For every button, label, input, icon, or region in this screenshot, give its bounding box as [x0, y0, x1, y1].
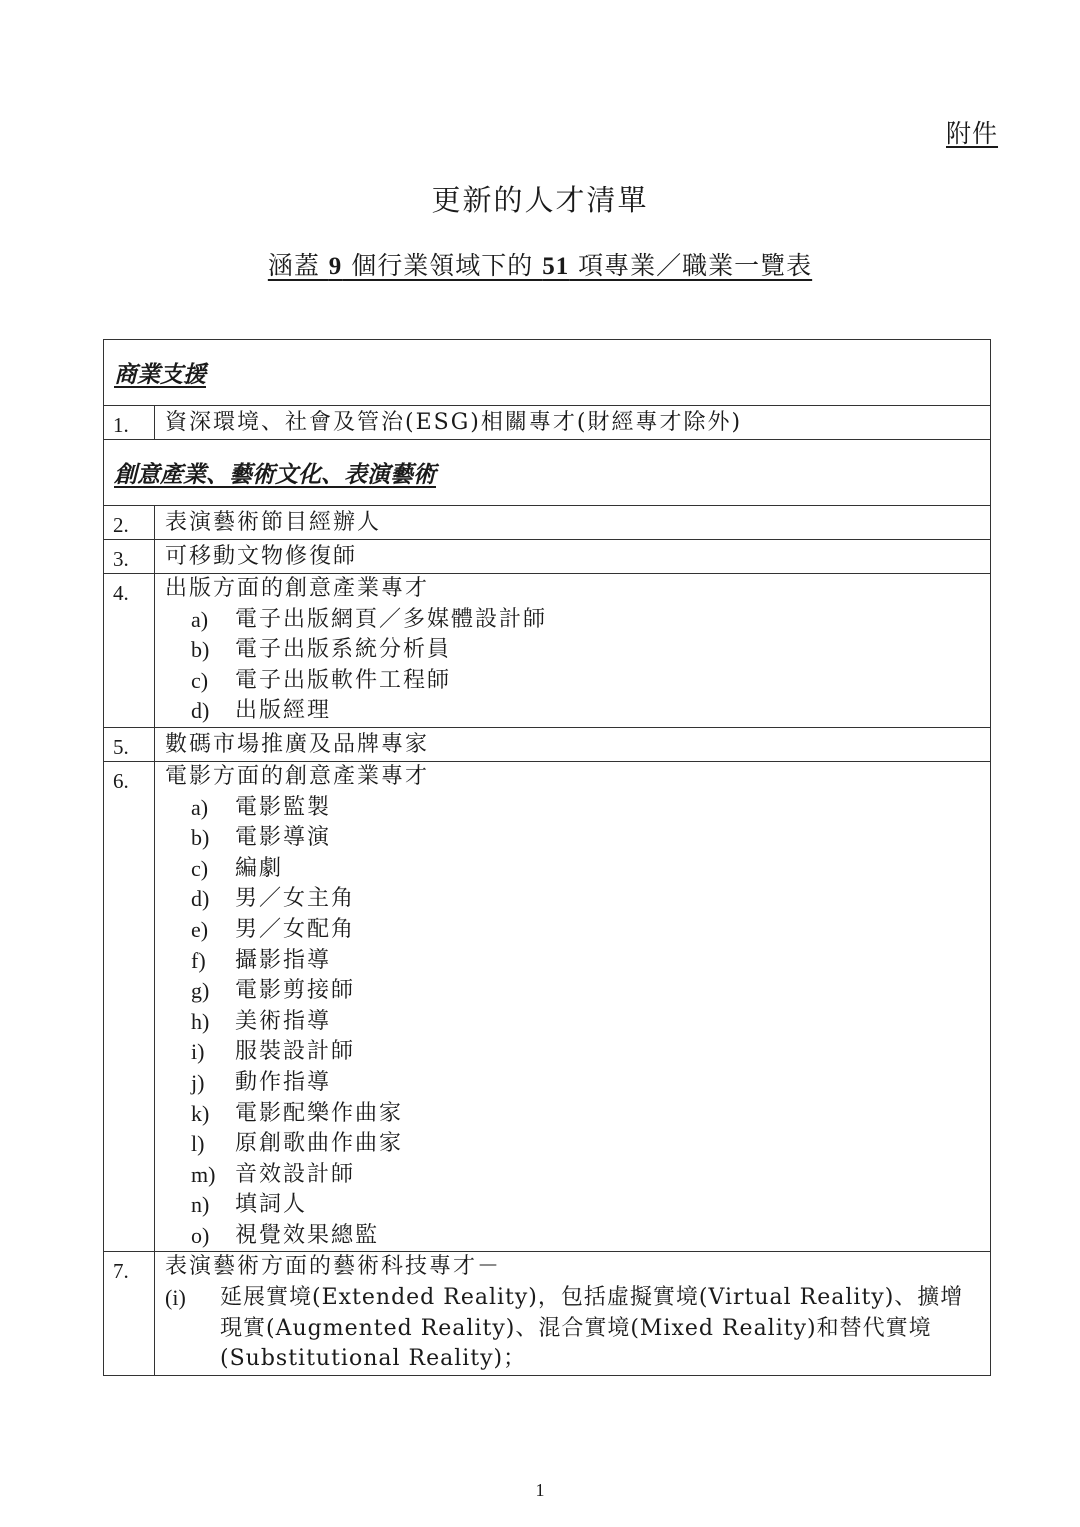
- sub-item: [165, 1160, 990, 1191]
- item-title: 表演藝術節目經辦人: [165, 510, 382, 535]
- sub-item-text: 原創歌曲作曲家: [235, 1131, 404, 1157]
- subtitle-count-professions: 51: [542, 253, 570, 280]
- section-heading-text: 創意產業、藝術文化、表演藝術: [114, 461, 436, 488]
- sub-item-text: 電子出版網頁／多媒體設計師: [235, 606, 548, 632]
- item-content: [155, 506, 990, 539]
- item-content: [155, 1252, 990, 1374]
- table-row: [104, 540, 990, 574]
- sub-item: [165, 605, 990, 636]
- sub-item-text: 男／女配角: [235, 916, 356, 942]
- item-title: 可移動文物修復師: [165, 544, 358, 569]
- sub-item-text: 電影監製: [235, 794, 332, 820]
- subtitle-count-sectors: 9: [328, 253, 343, 280]
- sub-item: [165, 976, 990, 1007]
- sub-item-text: 填詞人: [235, 1192, 308, 1218]
- roman-sub-item-label: (i): [165, 1285, 186, 1311]
- sub-item-text: 編劇: [235, 855, 284, 881]
- table-row: [104, 1252, 990, 1374]
- roman-sub-item-text: 延展實境(Extended Reality)，包括虛擬實境(Virtual Reality)、擴增現實(Augmented Reality)、混合實境(Mixed Reality)和替代實境(Substitutional Reality)；: [220, 1285, 964, 1372]
- sub-item-text: 美術指導: [235, 1008, 332, 1034]
- item-content: [155, 728, 990, 761]
- sub-item: [165, 854, 990, 885]
- roman-sub-item: [165, 1283, 990, 1375]
- item-content: [155, 406, 990, 439]
- sub-item-label: b): [191, 637, 210, 663]
- sub-item-label: m): [191, 1161, 216, 1187]
- sub-item: [165, 635, 990, 666]
- table-row: [104, 506, 990, 540]
- sub-item-label: f): [191, 947, 206, 973]
- sub-item: [165, 915, 990, 946]
- talent-list-table: [103, 339, 991, 1376]
- sub-item: [165, 1129, 990, 1160]
- sub-item: [165, 1221, 990, 1252]
- page-number: 1: [535, 1480, 545, 1500]
- sub-item-text: 攝影指導: [235, 947, 332, 973]
- sub-item-label: o): [191, 1222, 210, 1248]
- sub-item-text: 電影導演: [235, 825, 332, 851]
- section-heading-text: 商業支援: [114, 361, 206, 388]
- sub-item-text: 電子出版軟件工程師: [235, 667, 452, 693]
- item-content: [155, 762, 990, 1252]
- section-heading: [104, 340, 990, 406]
- sub-item: [165, 666, 990, 697]
- subtitle-part-2: 個行業領域下的: [342, 251, 543, 280]
- item-number: 4.: [104, 574, 155, 727]
- sub-item-text: 音效設計師: [235, 1161, 356, 1187]
- item-content: [155, 574, 990, 727]
- item-content: [155, 540, 990, 573]
- sub-item: [165, 1190, 990, 1221]
- item-number: 5.: [104, 728, 155, 761]
- item-title: 出版方面的創意產業專才: [165, 576, 430, 601]
- sub-item-label: g): [191, 978, 210, 1004]
- sub-item-text: 視覺效果總監: [235, 1222, 380, 1248]
- table-row: [104, 574, 990, 728]
- page-title: 更新的人才清單: [431, 183, 649, 217]
- annex-label: 附件: [946, 119, 999, 148]
- item-title: 表演藝術方面的藝術科技專才－: [165, 1254, 502, 1280]
- sub-item-label: i): [191, 1039, 205, 1065]
- table-row: [104, 728, 990, 762]
- sub-item: [165, 1037, 990, 1068]
- sub-item-label: k): [191, 1100, 210, 1126]
- sub-item-label: a): [191, 606, 209, 632]
- item-number: 7.: [104, 1252, 155, 1374]
- sub-item: [165, 1099, 990, 1130]
- item-number: 6.: [104, 762, 155, 1252]
- sub-item-text: 電子出版系統分析員: [235, 637, 452, 663]
- sub-item: [165, 1068, 990, 1099]
- sub-item: [165, 823, 990, 854]
- sub-item-label: c): [191, 855, 209, 881]
- sub-item-text: 出版經理: [235, 698, 332, 724]
- sub-item-text: 男／女主角: [235, 886, 356, 912]
- sub-item-text: 服裝設計師: [235, 1039, 356, 1065]
- section-heading: [104, 440, 990, 506]
- sub-item: [165, 946, 990, 977]
- item-title: 電影方面的創意產業專才: [165, 763, 430, 789]
- sub-item-text: 動作指導: [235, 1069, 332, 1095]
- page-subtitle: [0, 246, 1080, 282]
- table-row: [104, 762, 990, 1253]
- subtitle-part-3: 項專業／職業一覽表: [569, 251, 813, 280]
- sub-item-label: e): [191, 916, 209, 942]
- sub-item-label: a): [191, 794, 209, 820]
- sub-item-label: l): [191, 1131, 205, 1157]
- sub-item-label: b): [191, 825, 210, 851]
- sub-item-label: d): [191, 698, 210, 724]
- sub-item-label: d): [191, 886, 210, 912]
- sub-item: [165, 696, 990, 727]
- item-number: 1.: [104, 406, 155, 439]
- item-number: 2.: [104, 506, 155, 539]
- sub-item: [165, 884, 990, 915]
- subtitle-part-1: 涵蓋: [267, 251, 329, 280]
- sub-item-label: j): [191, 1069, 205, 1095]
- sub-item-label: c): [191, 667, 209, 693]
- sub-item-label: h): [191, 1008, 210, 1034]
- item-number: 3.: [104, 540, 155, 573]
- item-title: 數碼市場推廣及品牌專家: [165, 731, 430, 757]
- sub-item: [165, 793, 990, 824]
- item-title: 資深環境、社會及管治(ESG)相關專才(財經專才除外): [165, 410, 743, 435]
- sub-item-text: 電影配樂作曲家: [235, 1100, 404, 1126]
- sub-item-text: 電影剪接師: [235, 978, 356, 1004]
- table-row: [104, 406, 990, 440]
- sub-item: [165, 1007, 990, 1038]
- sub-item-label: n): [191, 1192, 210, 1218]
